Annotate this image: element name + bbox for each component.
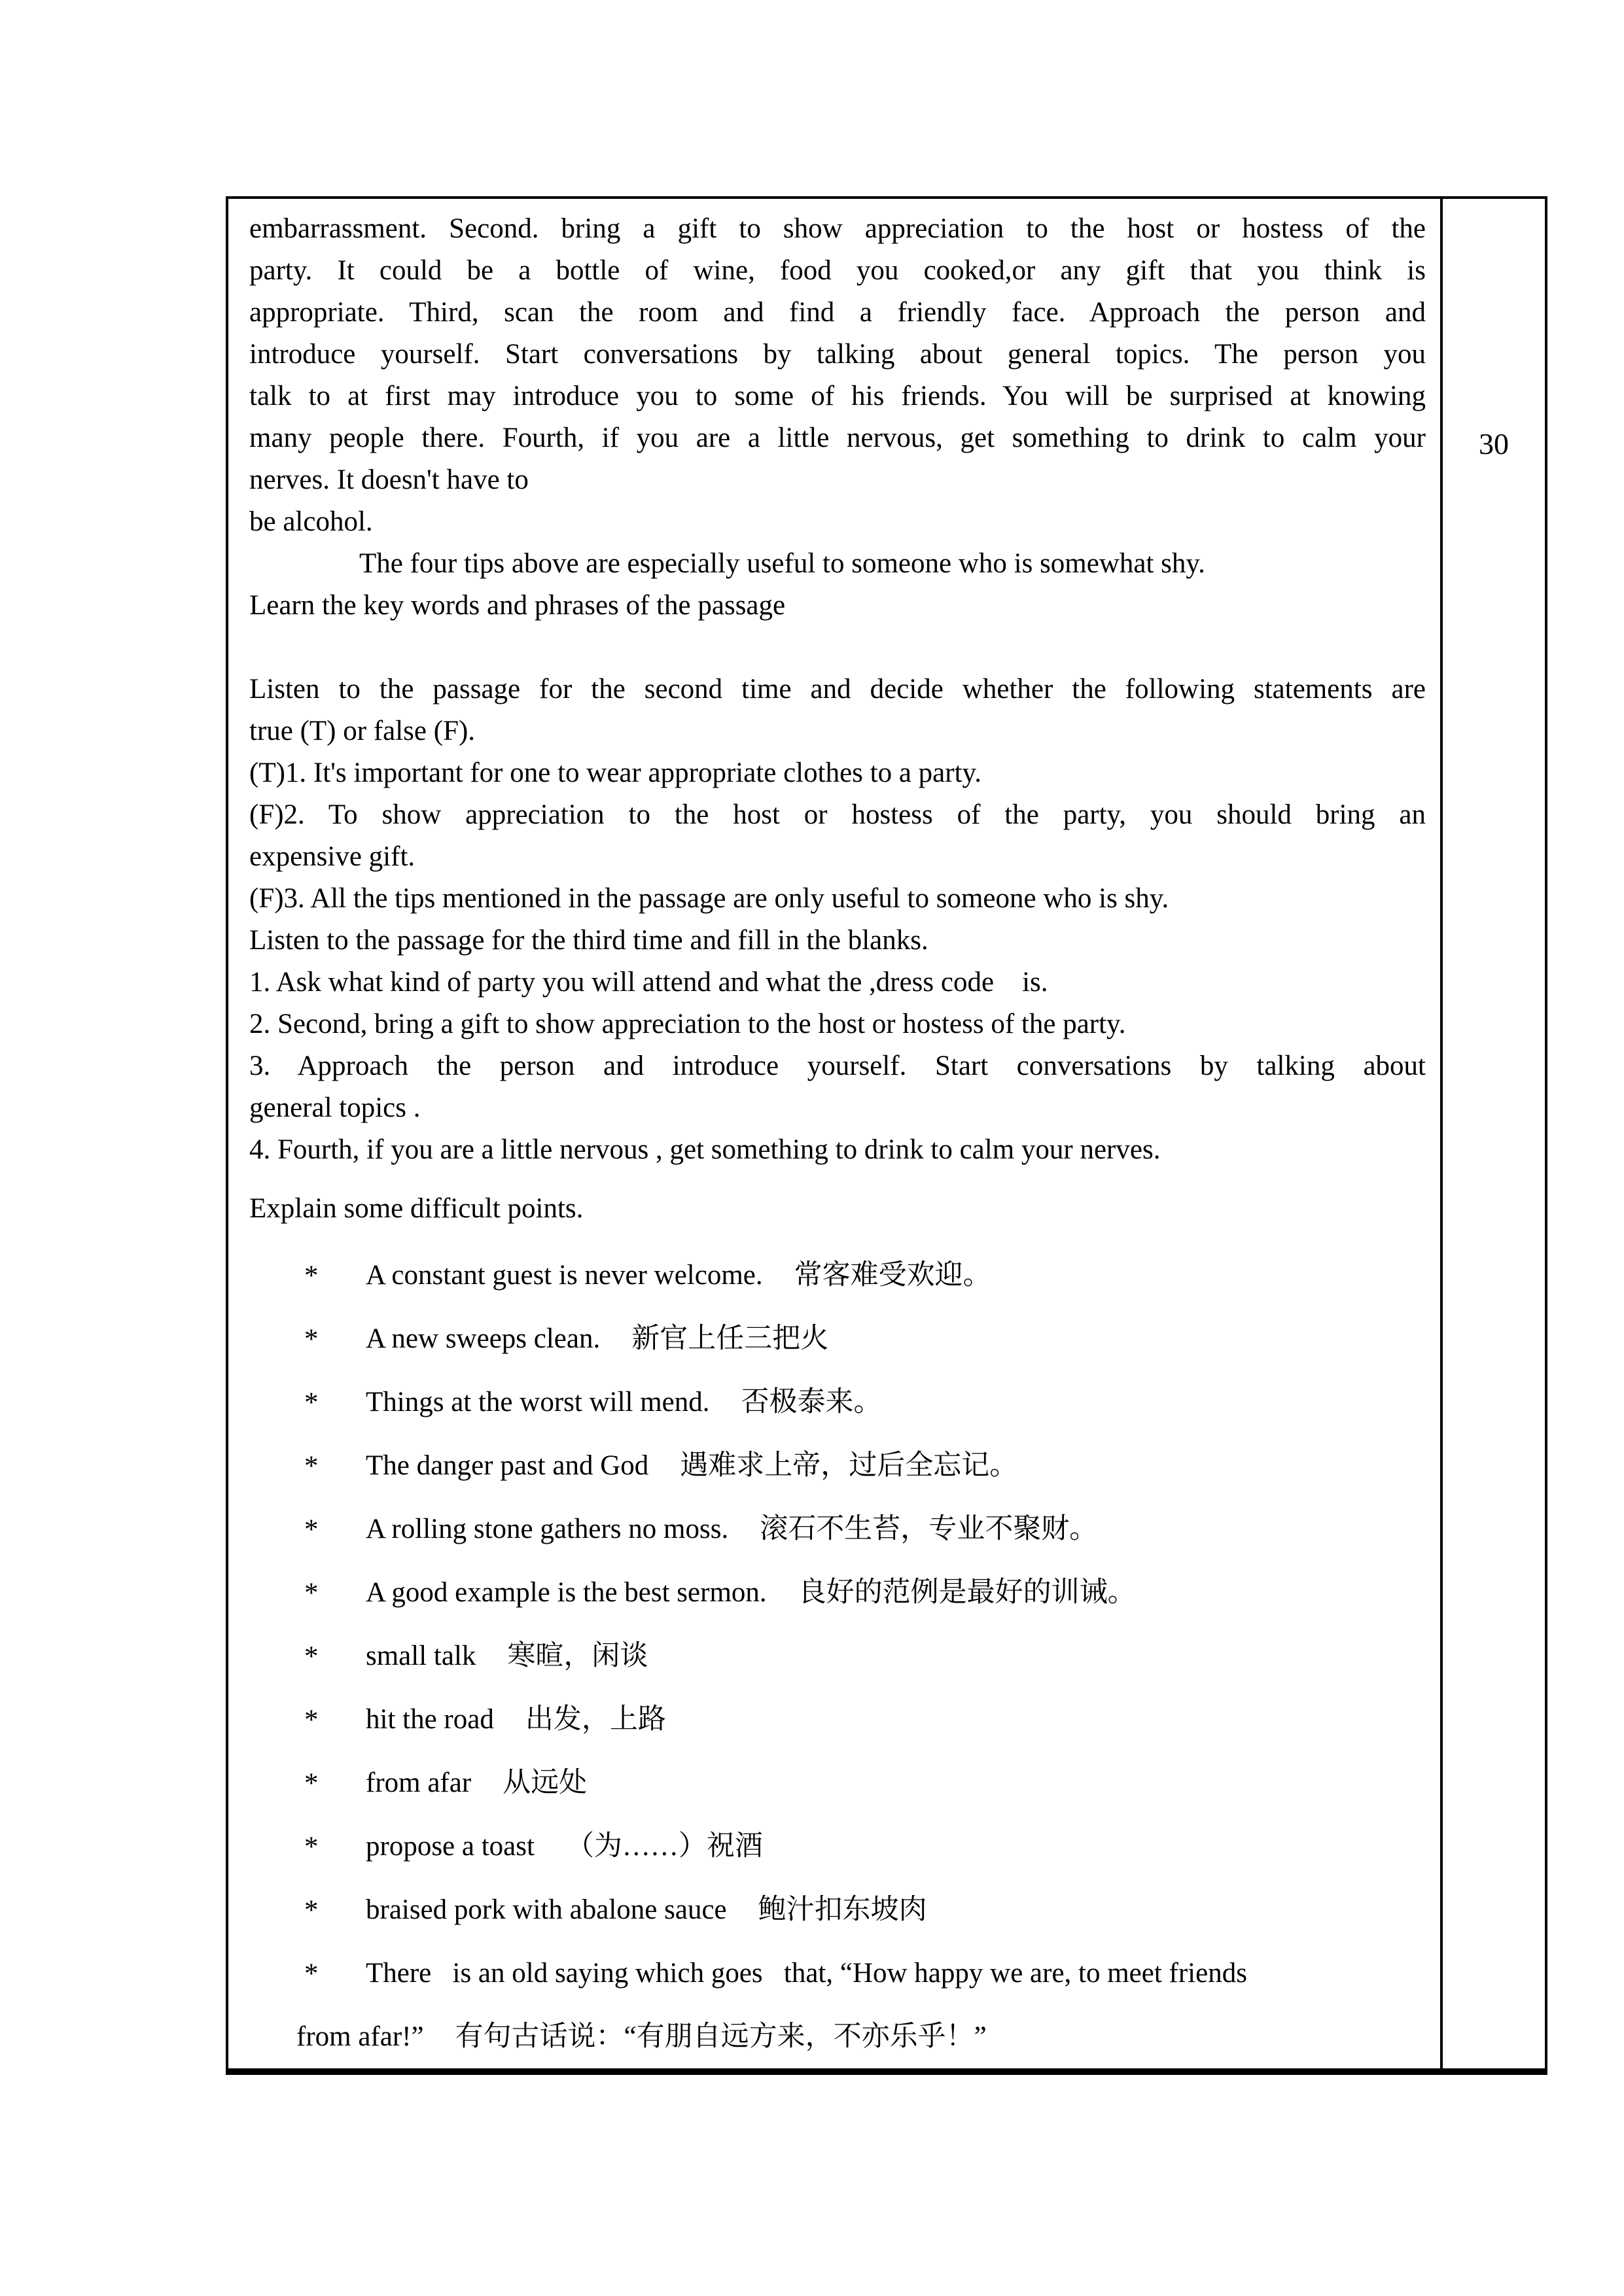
phrase-chinese: 滚石不生苔，专业不聚财。 [760,1514,1098,1544]
phrase-chinese: 常客难受欢迎。 [794,1260,991,1291]
phrase-chinese: 从远处 [503,1767,588,1798]
list-item [249,1572,1426,1614]
phrase-english: A rolling stone gathers no moss. [366,1514,729,1544]
phrase-english: A constant guest is never welcome. [366,1260,763,1291]
list-item [249,1318,1426,1360]
passage-line: nerves. It doesn't have to [249,464,529,495]
fill-blank-item: general topics . [249,1092,421,1123]
list-item [249,1826,1426,1868]
true-false-item: (F)2. To show appreciation to the host or hostess of the party, you should bring an [249,799,1426,830]
list-item [249,1508,1426,1550]
listening2-intro: true (T) or false (F). [249,716,476,746]
passage-summary: The four tips above are especially useful to someone who is somewhat shy. [359,548,1205,579]
phrase-chinese: （为……）祝酒 [565,1831,763,1862]
list-item [249,1699,1426,1741]
fill-blank-item: 1. Ask what kind of party you will attend and what the ,dress code is. [249,967,1048,998]
asterisk-marker: * [304,1832,319,1862]
phrase-english: The danger past and God [366,1450,649,1481]
phrase-chinese: 新官上任三把火 [631,1323,829,1354]
passage-line: party. It could be a bottle of wine, food you cooked,or any gift that you think is [249,255,1426,286]
minutes-value: 30 [1479,427,1509,461]
phrase-english: Things at the worst will mend. [366,1387,710,1418]
explain-heading: Explain some difficult points. [249,1193,584,1224]
true-false-item: (T)1. It's important for one to wear appropriate clothes to a party. [249,757,981,788]
phrase-english: A good example is the best sermon. [366,1577,767,1608]
asterisk-marker: * [304,1768,319,1799]
listening2-intro: Listen to the passage for the second time and decide whether the following statements are [249,674,1426,704]
asterisk-marker: * [304,1324,319,1355]
passage-line: appropriate. Third, scan the room and find a friendly face. Approach the person and [249,297,1426,328]
list-item [249,1255,1426,1296]
passage-line: embarrassment. Second. bring a gift to show appreciation to the host or hostess of the [249,213,1426,244]
fill-blank-item: 4. Fourth, if you are a little nervous , get something to drink to calm your nerves. [249,1134,1161,1165]
passage-line: talk to at first may introduce you to some of his friends. You will be surprised at knowing [249,381,1426,411]
phrase-english: propose a toast [366,1831,535,1862]
passage-line: many people there. Fourth, if you are a little nervous, get something to drink to calm your [249,423,1426,453]
passage-line: be alcohol. [249,506,373,537]
difficult-points-list [249,1255,1426,2058]
phrase-english: There is an old saying which goes that, “How happy we are, to meet friends [366,1958,1247,1989]
phrase-english: small talk [366,1641,476,1671]
learn-keywords-line: Learn the key words and phrases of the passage [249,590,786,621]
passage-line: introduce yourself. Start conversations by talking about general topics. The person you [249,339,1426,370]
asterisk-marker: * [304,1451,319,1482]
phrase-english: hit the road [366,1704,494,1735]
listening3-intro: Listen to the passage for the third time and fill in the blanks. [249,925,928,956]
asterisk-marker: * [304,1641,319,1672]
list-item [249,1953,1426,1994]
list-item [249,1635,1426,1677]
phrase-chinese: 否极泰来。 [741,1387,882,1418]
list-item-continuation [249,2016,1426,2058]
phrase-english: A new sweeps clean. [366,1323,601,1354]
phrase-chinese: 鲍汁扣东坡肉 [758,1894,927,1925]
list-item [249,1382,1426,1423]
list-item [249,1889,1426,1931]
phrase-english: braised pork with abalone sauce [366,1894,727,1925]
phrase-chinese: 良好的范例是最好的训诫。 [798,1577,1136,1608]
phrase-chinese: 出发，上路 [525,1704,666,1735]
list-item [249,1445,1426,1487]
phrase-english: from afar [366,1767,472,1798]
asterisk-marker: * [304,1261,319,1291]
asterisk-marker: * [304,1387,319,1418]
list-item [249,1762,1426,1804]
asterisk-marker: * [304,1578,319,1609]
asterisk-marker: * [304,1958,319,1989]
content-cell [228,199,1443,2068]
lesson-plan-table [226,196,1547,2075]
phrase-chinese: 寒暄，闲谈 [507,1641,648,1671]
fill-blank-item: 2. Second, bring a gift to show appreciation to the host or hostess of the party. [249,1009,1126,1039]
true-false-item: (F)3. All the tips mentioned in the passage are only useful to someone who is shy. [249,883,1169,914]
asterisk-marker: * [304,1514,319,1545]
asterisk-marker: * [304,1895,319,1926]
phrase-chinese: 有句古话说：“有朋自远方来，不亦乐乎！” [455,2021,987,2052]
phrase-chinese: 遇难求上帝，过后全忘记。 [680,1450,1018,1481]
true-false-item: expensive gift. [249,841,415,872]
fill-blank-item: 3. Approach the person and introduce yourself. Start conversations by talking about [249,1051,1426,1081]
minutes-cell [1443,199,1545,2068]
asterisk-marker: * [304,1705,319,1735]
phrase-english: from afar!” [296,2021,424,2052]
